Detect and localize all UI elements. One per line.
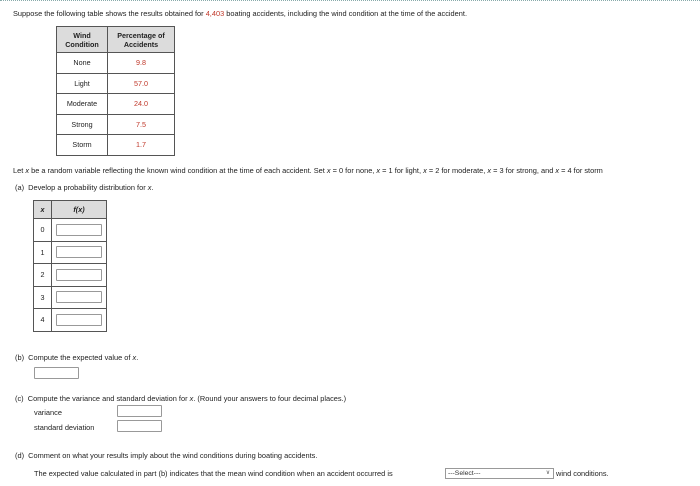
x-value: 4 bbox=[34, 309, 52, 332]
probability-distribution-table bbox=[33, 200, 107, 332]
top-border bbox=[0, 0, 700, 1]
wind-condition-table bbox=[56, 26, 175, 156]
variable-definition: Let x be a random variable reflecting the known wind condition at the time of each accident. Set x = 0 for none, x = 1 for light, x = 2 for moderate, x = 3 for strong, and x = 4 for storm bbox=[13, 166, 603, 175]
fx-input-0[interactable] bbox=[56, 224, 102, 236]
chevron-down-icon: ∨ bbox=[545, 470, 551, 476]
fx-input-2[interactable] bbox=[56, 269, 102, 281]
condition-cell: Moderate bbox=[57, 94, 108, 115]
condition-cell: None bbox=[57, 53, 108, 74]
table-row bbox=[34, 309, 107, 332]
table-row bbox=[57, 135, 175, 156]
x-header: x bbox=[34, 201, 52, 219]
table-row bbox=[57, 53, 175, 74]
percent-cell: 57.0 bbox=[108, 73, 175, 94]
expected-value-input[interactable] bbox=[34, 367, 79, 379]
conclusion-sentence: The expected value calculated in part (b) indicates that the mean wind condition when an accident occurred is bbox=[34, 469, 393, 478]
fx-header: f(x) bbox=[52, 201, 107, 219]
percentage-header: Percentage of Accidents bbox=[108, 27, 175, 53]
variance-input[interactable] bbox=[117, 405, 162, 417]
accident-count: 4,403 bbox=[205, 9, 225, 18]
intro-text: Suppose the following table shows the results obtained for 4,403 boating accidents, including the wind condition at the time of the accident. bbox=[13, 9, 467, 18]
fx-input-4[interactable] bbox=[56, 314, 102, 326]
percent-cell: 9.8 bbox=[108, 53, 175, 74]
conclusion-tail: wind conditions. bbox=[556, 469, 609, 478]
percent-cell: 1.7 bbox=[108, 135, 175, 156]
table-row bbox=[57, 94, 175, 115]
part-a-prompt: (a) Develop a probability distribution for x. bbox=[15, 183, 154, 192]
std-deviation-label: standard deviation bbox=[34, 423, 95, 432]
x-value: 1 bbox=[34, 241, 52, 264]
part-b-prompt: (b) Compute the expected value of x. bbox=[15, 353, 139, 362]
percent-cell: 24.0 bbox=[108, 94, 175, 115]
variance-label: variance bbox=[34, 408, 62, 417]
x-value: 2 bbox=[34, 264, 52, 287]
wind-condition-header: Wind Condition bbox=[57, 27, 108, 53]
fx-input-1[interactable] bbox=[56, 246, 102, 258]
condition-cell: Storm bbox=[57, 135, 108, 156]
table-row bbox=[34, 241, 107, 264]
table-row bbox=[34, 219, 107, 242]
percent-cell: 7.5 bbox=[108, 114, 175, 135]
table-row bbox=[57, 114, 175, 135]
wind-conclusion-select[interactable] bbox=[445, 468, 554, 479]
x-value: 3 bbox=[34, 286, 52, 309]
fx-input-3[interactable] bbox=[56, 291, 102, 303]
std-deviation-input[interactable] bbox=[117, 420, 162, 432]
condition-cell: Strong bbox=[57, 114, 108, 135]
select-value: ---Select--- bbox=[448, 470, 481, 477]
table-row bbox=[57, 73, 175, 94]
table-row bbox=[34, 286, 107, 309]
condition-cell: Light bbox=[57, 73, 108, 94]
table-row bbox=[34, 264, 107, 287]
part-c-prompt: (c) Compute the variance and standard deviation for x. (Round your answers to four decimal places.) bbox=[15, 394, 347, 403]
part-d-prompt: (d) Comment on what your results imply about the wind conditions during boating accidents. bbox=[15, 451, 318, 460]
x-value: 0 bbox=[34, 219, 52, 242]
